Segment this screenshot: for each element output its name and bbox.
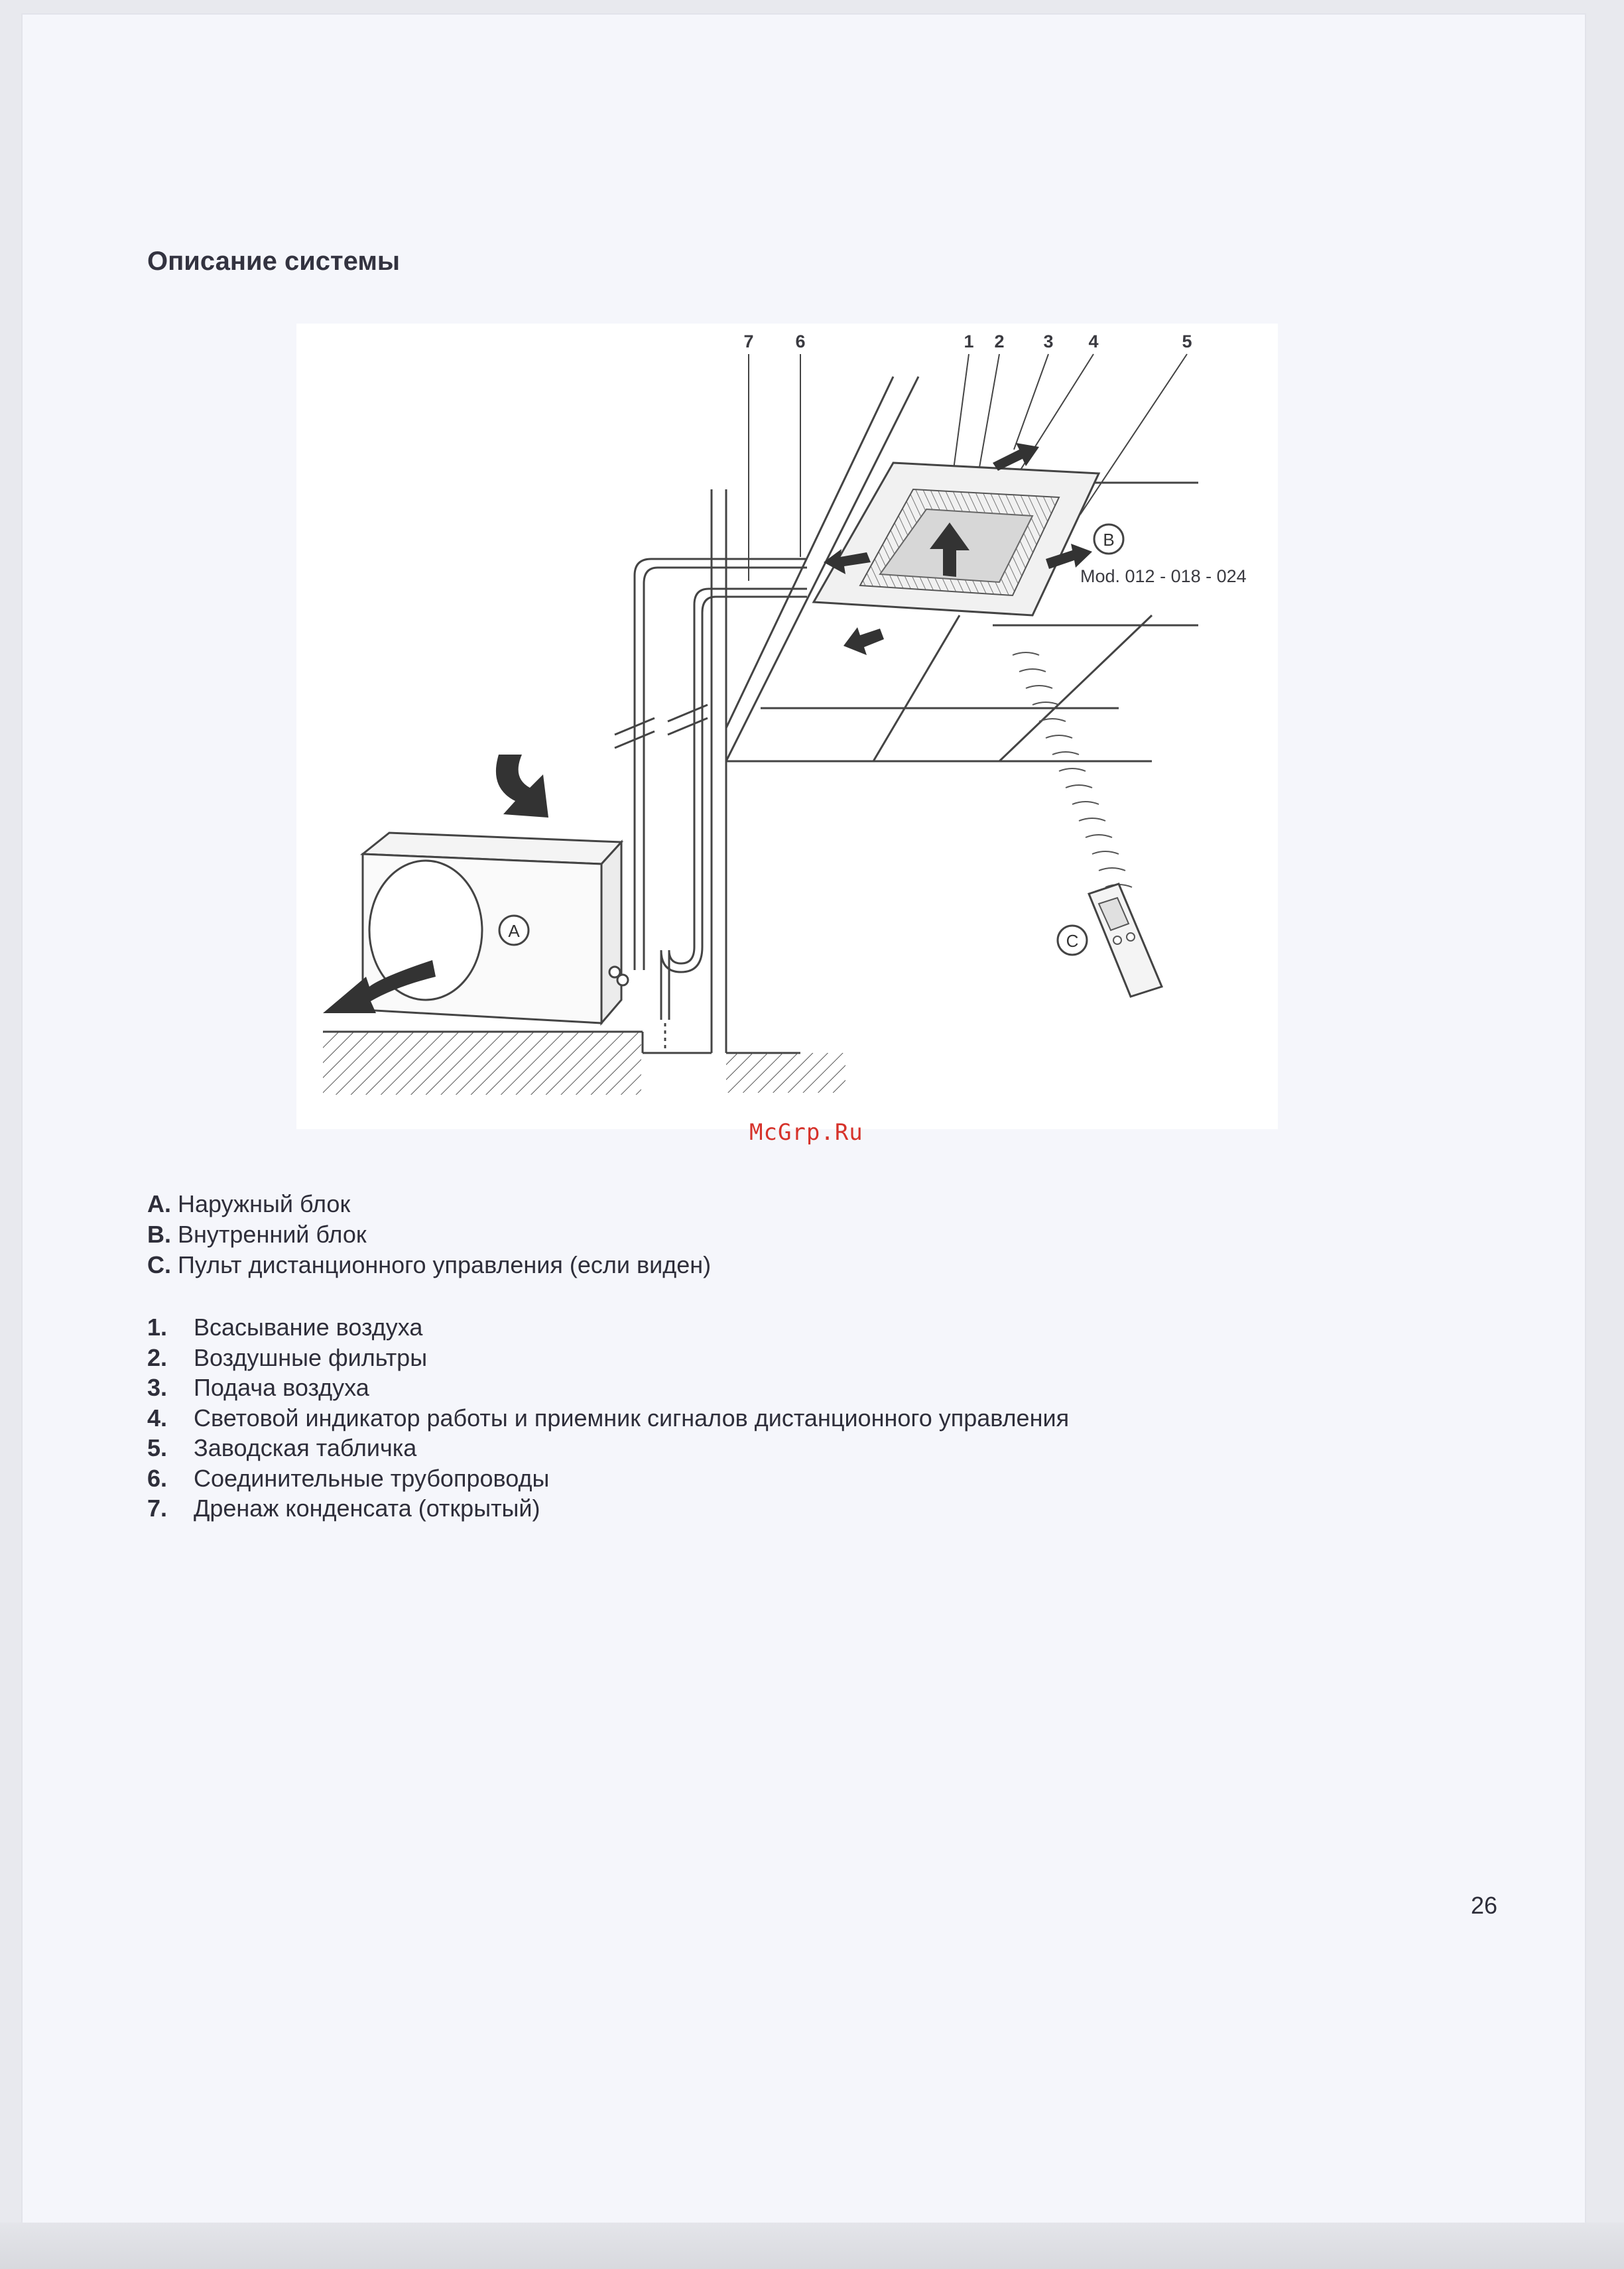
svg-text:A: A — [508, 921, 520, 941]
callout-5: 5 — [1182, 332, 1192, 351]
legend-item-b: B. Внутренний блок — [147, 1221, 367, 1248]
diagram-drawing — [296, 324, 1278, 1129]
callout-1: 1 — [964, 332, 974, 351]
callout-7: 7 — [743, 332, 754, 351]
remote-label — [1058, 926, 1087, 955]
system-diagram — [296, 324, 1278, 1129]
indoor-unit — [814, 463, 1099, 615]
svg-text:B: B — [1103, 530, 1115, 550]
wall — [643, 489, 800, 1053]
remote-control — [1089, 884, 1162, 997]
page-number: 26 — [1471, 1892, 1498, 1919]
scan-edge-shadow — [0, 2223, 1624, 2269]
watermark: McGrp.Ru — [749, 1119, 863, 1146]
svg-text:C: C — [1066, 931, 1079, 951]
callout-4: 4 — [1088, 332, 1099, 351]
remote-signal-waves — [1013, 652, 1132, 887]
callout-3: 3 — [1043, 332, 1054, 351]
page-title: Описание системы — [147, 247, 401, 276]
unit-legend — [147, 1189, 711, 1280]
callout-6: 6 — [795, 332, 806, 351]
legend-item-a: A. Наружный блок — [147, 1190, 351, 1217]
indoor-unit-label — [1094, 524, 1123, 554]
callout-2: 2 — [994, 332, 1005, 351]
model-label: Mod. 012 - 018 - 024 — [1080, 566, 1247, 586]
legend-item-c: C. Пульт дистанционного управления (если виден) — [147, 1251, 712, 1278]
outdoor-unit — [363, 833, 628, 1023]
ground — [323, 1032, 845, 1095]
